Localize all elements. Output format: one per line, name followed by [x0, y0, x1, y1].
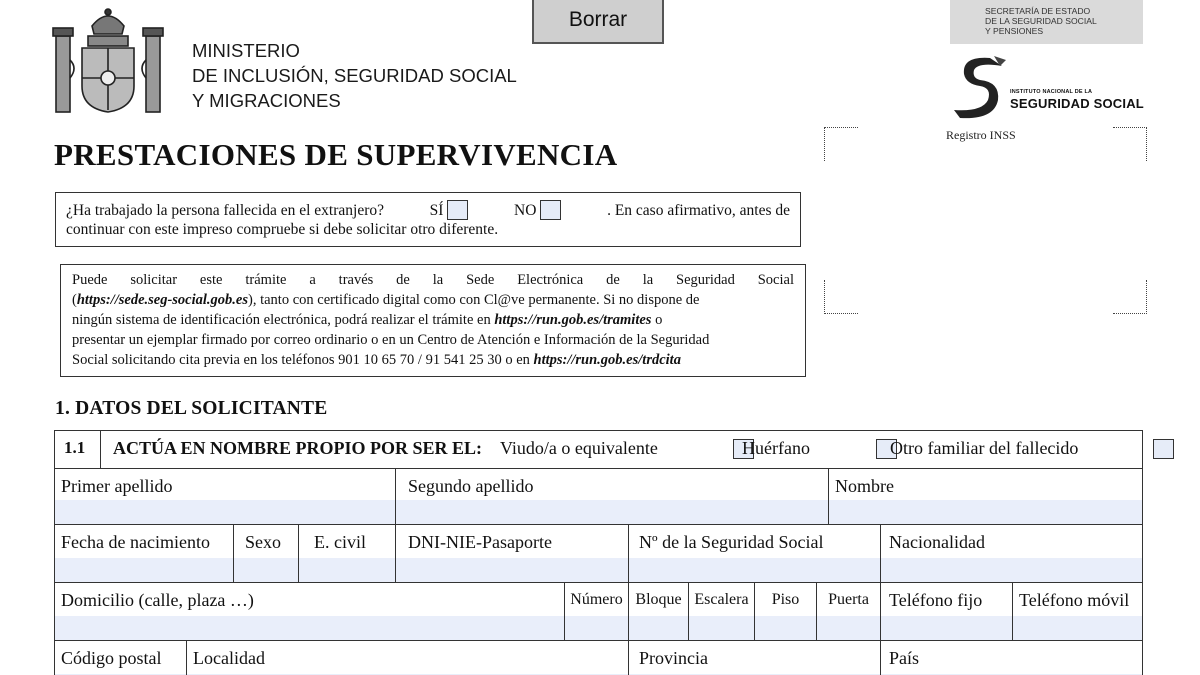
segundo-apellido-field[interactable]: Segundo apellido: [396, 469, 829, 525]
primer-apellido-field[interactable]: Primer apellido: [55, 469, 396, 525]
secretaria-line-2: DE LA SEGURIDAD SOCIAL: [985, 16, 1097, 26]
info-line-5: Social solicitando cita previa en los teléfonos 901 10 65 70 / 91 541 25 30 o en https://run.gob.es/trdcita: [72, 352, 681, 368]
ministry-name: [192, 38, 517, 113]
sede-link[interactable]: https://sede.seg-social.gob.es: [76, 292, 249, 308]
registro-label: Registro INSS: [946, 128, 1016, 142]
secretaria-line-1: SECRETARÍA DE ESTADO: [985, 6, 1091, 16]
corner-mark: [1113, 127, 1147, 161]
puerta-field[interactable]: Puerta: [817, 583, 881, 641]
ministry-line-2: DE INCLUSIÓN, SEGURIDAD SOCIAL: [192, 65, 517, 86]
fecha-nacimiento-field[interactable]: Fecha de nacimiento: [55, 525, 234, 583]
inss-logo-icon: [950, 52, 1010, 122]
no-label: NO: [514, 201, 537, 219]
section-title: 1. DATOS DEL SOLICITANTE: [55, 398, 328, 419]
coat-of-arms-logo: [52, 4, 164, 116]
corner-mark: [824, 127, 858, 161]
provincia-field[interactable]: Provincia: [629, 641, 881, 675]
yes-label: SÍ: [429, 201, 444, 219]
ministry-line-1: MINISTERIO: [192, 40, 300, 61]
piso-field[interactable]: Piso: [755, 583, 817, 641]
codigo-postal-field[interactable]: Código postal: [55, 641, 187, 675]
corner-mark: [824, 280, 858, 314]
dni-field[interactable]: DNI-NIE-Pasaporte: [396, 525, 629, 583]
telefono-fijo-field[interactable]: Teléfono fijo: [881, 583, 1013, 641]
nss-field[interactable]: Nº de la Seguridad Social: [629, 525, 881, 583]
yes-checkbox[interactable]: [447, 200, 468, 220]
info-line-4: presentar un ejemplar firmado por correo ordinario o en un Centro de Atención e Información de la Seguridad: [72, 332, 710, 348]
corner-mark: [1113, 280, 1147, 314]
no-checkbox[interactable]: [540, 200, 561, 220]
inss-big-text: SEGURIDAD SOCIAL: [1010, 96, 1144, 111]
info-line-2: (https://sede.seg-social.gob.es), tanto con certificado digital como con Cl@ve permanente. Si no dispone de: [72, 292, 700, 308]
sexo-field[interactable]: Sexo: [234, 525, 299, 583]
question-after: . En caso afirmativo, antes de: [607, 201, 790, 219]
nacionalidad-field[interactable]: Nacionalidad: [881, 525, 1142, 583]
ministry-line-3: Y MIGRACIONES: [192, 90, 341, 111]
bloque-field[interactable]: Bloque: [629, 583, 689, 641]
secretaria-banner: [950, 0, 1143, 44]
registro-stamp-area: [824, 127, 1147, 314]
borrar-button[interactable]: Borrar: [532, 0, 664, 44]
otro-familiar-checkbox[interactable]: [1153, 439, 1174, 459]
relationship-label: ACTÚA EN NOMBRE PROPIO POR SER EL:: [113, 438, 483, 458]
info-line-3: ningún sistema de identificación electrónica, podrá realizar el trámite en https://run.gob.es/tramites o: [72, 312, 663, 328]
page-title: PRESTACIONES DE SUPERVIVENCIA: [54, 137, 618, 172]
domicilio-field[interactable]: Domicilio (calle, plaza …): [55, 583, 565, 641]
relationship-row: [101, 431, 1142, 469]
question-text: ¿Ha trabajado la persona fallecida en el extranjero?: [66, 201, 384, 219]
info-line-1: Puede solicitar este trámite a través de la Sede Electrónica de la Seguridad Social: [72, 272, 794, 288]
telefono-movil-field[interactable]: Teléfono móvil: [1013, 583, 1142, 641]
inss-small-text: INSTITUTO NACIONAL DE LA: [1010, 89, 1093, 95]
inss-wordmark: [1010, 89, 1144, 111]
pais-field[interactable]: País: [881, 641, 1142, 675]
row-number: 1.1: [55, 431, 101, 469]
localidad-field[interactable]: Localidad: [187, 641, 629, 675]
opt-huerfano-label: Huérfano: [742, 438, 810, 458]
tramites-link[interactable]: https://run.gob.es/tramites: [494, 312, 652, 328]
secretaria-line-3: Y PENSIONES: [985, 26, 1044, 36]
question-line-2: continuar con este impreso compruebe si debe solicitar otro diferente.: [66, 221, 499, 238]
foreign-work-question: [55, 192, 801, 247]
opt-otro-label: Otro familiar del fallecido: [890, 438, 1079, 458]
info-notice: [60, 264, 806, 377]
nombre-field[interactable]: Nombre: [829, 469, 1142, 525]
estado-civil-field[interactable]: E. civil: [299, 525, 396, 583]
escalera-field[interactable]: Escalera: [689, 583, 755, 641]
opt-viudo-label: Viudo/a o equivalente: [500, 438, 658, 458]
trdcita-link[interactable]: https://run.gob.es/trdcita: [533, 352, 681, 368]
numero-field[interactable]: Número: [565, 583, 629, 641]
applicant-form: [54, 430, 1143, 675]
